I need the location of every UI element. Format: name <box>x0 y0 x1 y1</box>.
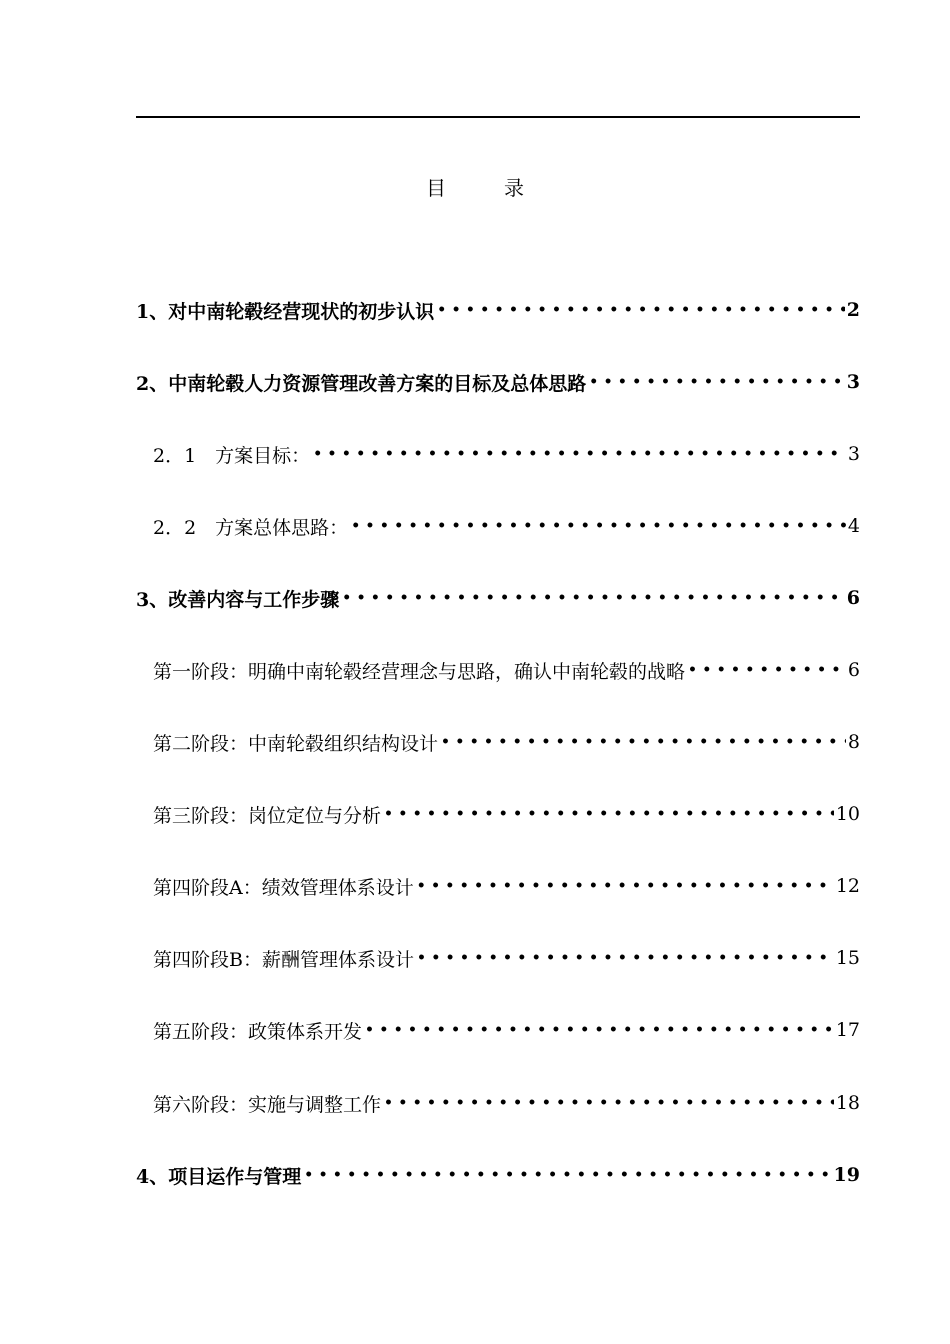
toc-entry-text: 2．1 方案目标： <box>153 444 311 467</box>
toc-leader-dots <box>685 655 846 685</box>
toc-leader-dots <box>301 1160 831 1190</box>
toc-entry-page: 10 <box>835 803 860 825</box>
toc-entry-text: 第五阶段：政策体系开发 <box>153 1020 363 1043</box>
toc-entry-text: 第三阶段：岗位定位与分析 <box>153 804 382 827</box>
toc-entry[interactable] <box>153 439 860 469</box>
toc-entry-page: 19 <box>833 1164 860 1186</box>
toc-entry-page: 6 <box>846 587 860 609</box>
toc-entry[interactable] <box>153 943 860 973</box>
toc-entry-page: 12 <box>835 875 860 897</box>
toc-leader-dots <box>414 943 834 973</box>
toc-leader-dots <box>339 583 845 613</box>
toc-entry[interactable] <box>153 871 860 901</box>
toc-entry-page: 4 <box>847 515 860 537</box>
toc-leader-dots <box>348 511 846 541</box>
toc-entry-page: 18 <box>835 1092 860 1114</box>
toc-entry-page: 2 <box>846 299 860 321</box>
toc-entry-page: 15 <box>835 947 860 969</box>
toc-entry-page: 6 <box>847 659 860 681</box>
toc-leader-dots <box>438 727 846 757</box>
toc-entry[interactable] <box>153 655 860 685</box>
toc-leader-dots <box>381 799 834 829</box>
toc-entry[interactable] <box>136 1160 860 1190</box>
toc-entry-text: 4、项目运作与管理 <box>136 1165 302 1188</box>
toc-entry-page: 3 <box>846 371 860 393</box>
toc-entry[interactable] <box>153 727 860 757</box>
toc-entry-page: 8 <box>847 731 860 753</box>
toc-leader-dots <box>362 1015 834 1045</box>
toc-entry-page: 17 <box>835 1019 860 1041</box>
toc-entry[interactable] <box>136 367 860 397</box>
toc-entry-text: 2、中南轮毂人力资源管理改善方案的目标及总体思路 <box>136 372 587 395</box>
toc-entry[interactable] <box>153 799 860 829</box>
toc-entry-page: 3 <box>847 443 860 465</box>
toc-entry[interactable] <box>153 1088 860 1118</box>
toc-leader-dots <box>586 367 845 397</box>
toc-leader-dots <box>414 871 834 901</box>
toc-entry[interactable] <box>153 511 860 541</box>
toc-entry-text: 第六阶段：实施与调整工作 <box>153 1093 382 1116</box>
toc-entry-text: 第四阶段A：绩效管理体系设计 <box>153 876 414 899</box>
toc-leader-dots <box>434 295 845 325</box>
toc-entry-text: 2．2 方案总体思路： <box>153 516 349 539</box>
toc-leader-dots <box>381 1088 834 1118</box>
toc-title-left: 目 <box>426 176 446 200</box>
toc-entry[interactable] <box>136 295 860 325</box>
toc-leader-dots <box>310 439 846 469</box>
toc-entry-text: 第四阶段B：薪酬管理体系设计 <box>153 948 414 971</box>
toc-entry-text: 1、对中南轮毂经营现状的初步认识 <box>136 300 435 323</box>
toc-entry[interactable] <box>153 1015 860 1045</box>
toc-entry-text: 3、改善内容与工作步骤 <box>136 588 340 611</box>
toc-entry[interactable] <box>136 583 860 613</box>
toc-entry-text: 第二阶段：中南轮毂组织结构设计 <box>153 732 439 755</box>
toc-entry-text: 第一阶段：明确中南轮毂经营理念与思路，确认中南轮毂的战略 <box>153 660 686 683</box>
toc-title-right: 录 <box>504 176 524 200</box>
